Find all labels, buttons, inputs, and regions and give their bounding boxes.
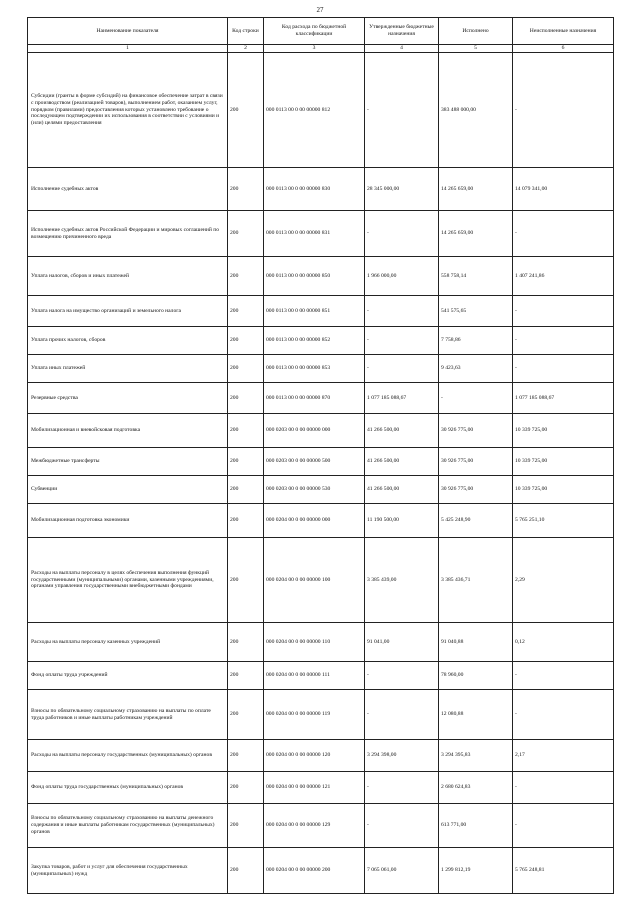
row-unexecuted: 10 339 725,00 [513, 476, 614, 504]
row-unexecuted: 2,29 [513, 538, 614, 623]
table-row [28, 327, 614, 355]
row-line-code: 200 [228, 355, 264, 383]
row-budget-code: 000 0204 00 0 00 00000 120 [264, 740, 365, 772]
table-row [28, 848, 614, 894]
row-name: Уплата иных платежей [28, 355, 228, 383]
table-body [28, 53, 614, 894]
row-executed: 7 758,86 [439, 327, 513, 355]
row-approved: - [365, 355, 439, 383]
row-unexecuted: - [513, 355, 614, 383]
table-row [28, 623, 614, 662]
header-row [28, 18, 614, 45]
row-unexecuted: 0,12 [513, 623, 614, 662]
row-unexecuted: - [513, 211, 614, 257]
column-number: 2 [228, 45, 264, 53]
row-line-code: 200 [228, 211, 264, 257]
row-budget-code: 000 0113 00 0 00 00000 852 [264, 327, 365, 355]
row-unexecuted: 10 339 725,00 [513, 448, 614, 476]
row-line-code: 200 [228, 538, 264, 623]
row-executed: 3 294 395,83 [439, 740, 513, 772]
table-row [28, 414, 614, 448]
row-name: Уплата налогов, сборов и иных платежей [28, 257, 228, 296]
column-number: 4 [365, 45, 439, 53]
row-executed: 91 040,88 [439, 623, 513, 662]
table-row [28, 53, 614, 168]
row-line-code: 200 [228, 383, 264, 414]
row-budget-code: 000 0204 00 0 00 00000 111 [264, 662, 365, 690]
row-budget-code: 000 0204 00 0 00 00000 129 [264, 804, 365, 848]
row-executed: 558 758,14 [439, 257, 513, 296]
row-unexecuted: - [513, 662, 614, 690]
row-budget-code: 000 0113 00 0 00 00000 831 [264, 211, 365, 257]
row-name: Взносы по обязательному социальному страхованию на выплаты по оплате труда работников и иные выплаты работникам учреждений [28, 690, 228, 740]
row-unexecuted: - [513, 690, 614, 740]
row-name: Мобилизационная и вневойсковая подготовка [28, 414, 228, 448]
table-row [28, 296, 614, 327]
row-unexecuted: - [513, 53, 614, 168]
row-budget-code: 000 0204 00 0 00 00000 119 [264, 690, 365, 740]
row-executed: 78 960,00 [439, 662, 513, 690]
row-budget-code: 000 0113 00 0 00 00000 830 [264, 168, 365, 211]
row-executed: 383 488 000,00 [439, 53, 513, 168]
row-approved: 28 345 000,00 [365, 168, 439, 211]
table-row [28, 504, 614, 538]
row-executed: 30 926 775,00 [439, 448, 513, 476]
row-line-code: 200 [228, 804, 264, 848]
row-executed: 613 771,00 [439, 804, 513, 848]
row-approved: - [365, 804, 439, 848]
row-name: Фонд оплаты труда государственных (муниципальных) органов [28, 772, 228, 804]
row-line-code: 200 [228, 257, 264, 296]
table-row [28, 211, 614, 257]
row-name: Исполнение судебных актов [28, 168, 228, 211]
row-unexecuted: 1 077 185 088,67 [513, 383, 614, 414]
row-budget-code: 000 0204 00 0 00 00000 110 [264, 623, 365, 662]
row-name: Расходы на выплаты персоналу казенных учреждений [28, 623, 228, 662]
table-row [28, 538, 614, 623]
row-budget-code: 000 0113 00 0 00 00000 812 [264, 53, 365, 168]
table-row [28, 772, 614, 804]
row-approved: - [365, 690, 439, 740]
row-approved: - [365, 296, 439, 327]
row-budget-code: 000 0203 00 0 00 00000 530 [264, 476, 365, 504]
row-line-code: 200 [228, 504, 264, 538]
row-approved: 1 966 000,00 [365, 257, 439, 296]
row-budget-code: 000 0204 00 0 00 00000 100 [264, 538, 365, 623]
row-executed: 30 926 775,00 [439, 414, 513, 448]
row-name: Уплата прочих налогов, сборов [28, 327, 228, 355]
header-executed: Исполнено [439, 18, 513, 45]
row-unexecuted: - [513, 327, 614, 355]
row-executed: 30 926 775,00 [439, 476, 513, 504]
row-unexecuted: 10 339 725,00 [513, 414, 614, 448]
row-name: Межбюджетные трансферты [28, 448, 228, 476]
row-name: Расходы на выплаты персоналу в целях обеспечения выполнения функций государственными (муниципальными) органами, казенными учреждениями, органами управления государственными внебюджетными фондами [28, 538, 228, 623]
row-approved: 1 077 185 088,67 [365, 383, 439, 414]
row-budget-code: 000 0204 00 0 00 00000 200 [264, 848, 365, 894]
row-approved: - [365, 211, 439, 257]
row-name: Закупка товаров, работ и услуг для обеспечения государственных (муниципальных) нужд [28, 848, 228, 894]
row-line-code: 200 [228, 772, 264, 804]
row-name: Взносы по обязательному социальному страхованию на выплаты денежного содержания и иные выплаты работникам государственных (муниципальных) органов [28, 804, 228, 848]
row-line-code: 200 [228, 414, 264, 448]
table-row [28, 804, 614, 848]
row-line-code: 200 [228, 53, 264, 168]
row-name: Расходы на выплаты персоналу государственных (муниципальных) органов [28, 740, 228, 772]
row-budget-code: 000 0203 00 0 00 00000 000 [264, 414, 365, 448]
row-line-code: 200 [228, 623, 264, 662]
page-number: 27 [316, 6, 324, 14]
row-approved: - [365, 327, 439, 355]
row-unexecuted: 2,17 [513, 740, 614, 772]
row-unexecuted: 5 765 251,10 [513, 504, 614, 538]
row-unexecuted: 14 079 341,00 [513, 168, 614, 211]
row-name: Исполнение судебных актов Российской Федерации и мировых соглашений по возмещению причиненного вреда [28, 211, 228, 257]
table-row [28, 448, 614, 476]
row-approved: 91 041,00 [365, 623, 439, 662]
row-name: Уплата налога на имущество организаций и земельного налога [28, 296, 228, 327]
row-executed: 3 385 436,71 [439, 538, 513, 623]
table-row [28, 168, 614, 211]
row-unexecuted: - [513, 296, 614, 327]
row-budget-code: 000 0113 00 0 00 00000 853 [264, 355, 365, 383]
row-name: Субсидии (гранты в форме субсидий) на финансовое обеспечение затрат в связи с производством (реализацией товаров), выполнением работ, оказанием услуг, порядком (правилами) предоставления которых установлено требование о последующем подтверждении их использования в соответствии с условиями и (или) целями предоставления [28, 53, 228, 168]
row-approved: 7 065 061,00 [365, 848, 439, 894]
row-executed: 14 265 659,00 [439, 211, 513, 257]
row-executed: 5 425 248,90 [439, 504, 513, 538]
row-executed: 2 680 624,83 [439, 772, 513, 804]
row-line-code: 200 [228, 327, 264, 355]
column-number: 5 [439, 45, 513, 53]
row-executed: 1 299 812,19 [439, 848, 513, 894]
row-executed: 9 423,63 [439, 355, 513, 383]
row-name: Субвенции [28, 476, 228, 504]
row-executed: 14 265 659,00 [439, 168, 513, 211]
row-approved: 41 266 500,00 [365, 414, 439, 448]
row-unexecuted: 5 765 248,81 [513, 848, 614, 894]
table-row [28, 476, 614, 504]
row-budget-code: 000 0113 00 0 00 00000 850 [264, 257, 365, 296]
column-number: 1 [28, 45, 228, 53]
row-executed: - [439, 383, 513, 414]
table-row [28, 662, 614, 690]
row-approved: 41 266 500,00 [365, 476, 439, 504]
row-line-code: 200 [228, 690, 264, 740]
row-approved: - [365, 53, 439, 168]
header-approved: Утвержденные бюджетные назначения [365, 18, 439, 45]
column-number: 3 [264, 45, 365, 53]
row-budget-code: 000 0204 00 0 00 00000 121 [264, 772, 365, 804]
header-budget-code: Код расхода по бюджетной классификации [264, 18, 365, 45]
header-unexecuted: Неисполненные назначения [513, 18, 614, 45]
row-approved: - [365, 772, 439, 804]
table-row [28, 690, 614, 740]
table-row [28, 355, 614, 383]
row-approved: 3 385 439,00 [365, 538, 439, 623]
row-name: Мобилизационная подготовка экономики [28, 504, 228, 538]
column-number: 6 [513, 45, 614, 53]
row-line-code: 200 [228, 168, 264, 211]
column-number-row [28, 45, 614, 53]
header-name: Наименование показателя [28, 18, 228, 45]
table-row [28, 740, 614, 772]
row-unexecuted: 1 407 241,86 [513, 257, 614, 296]
row-budget-code: 000 0203 00 0 00 00000 500 [264, 448, 365, 476]
table-row [28, 257, 614, 296]
row-line-code: 200 [228, 448, 264, 476]
budget-execution-table [27, 17, 614, 894]
row-name: Фонд оплаты труда учреждений [28, 662, 228, 690]
table-row [28, 383, 614, 414]
row-line-code: 200 [228, 476, 264, 504]
row-line-code: 200 [228, 662, 264, 690]
header-line-code: Код строки [228, 18, 264, 45]
row-line-code: 200 [228, 848, 264, 894]
row-budget-code: 000 0204 00 0 00 00000 000 [264, 504, 365, 538]
row-line-code: 200 [228, 296, 264, 327]
row-unexecuted: - [513, 804, 614, 848]
row-executed: 12 080,88 [439, 690, 513, 740]
row-approved: 3 294 398,00 [365, 740, 439, 772]
row-name: Резервные средства [28, 383, 228, 414]
row-line-code: 200 [228, 740, 264, 772]
row-unexecuted: - [513, 772, 614, 804]
row-approved: 41 266 500,00 [365, 448, 439, 476]
row-budget-code: 000 0113 00 0 00 00000 851 [264, 296, 365, 327]
row-executed: 541 575,65 [439, 296, 513, 327]
row-approved: - [365, 662, 439, 690]
row-approved: 11 190 500,00 [365, 504, 439, 538]
row-budget-code: 000 0113 00 0 00 00000 870 [264, 383, 365, 414]
